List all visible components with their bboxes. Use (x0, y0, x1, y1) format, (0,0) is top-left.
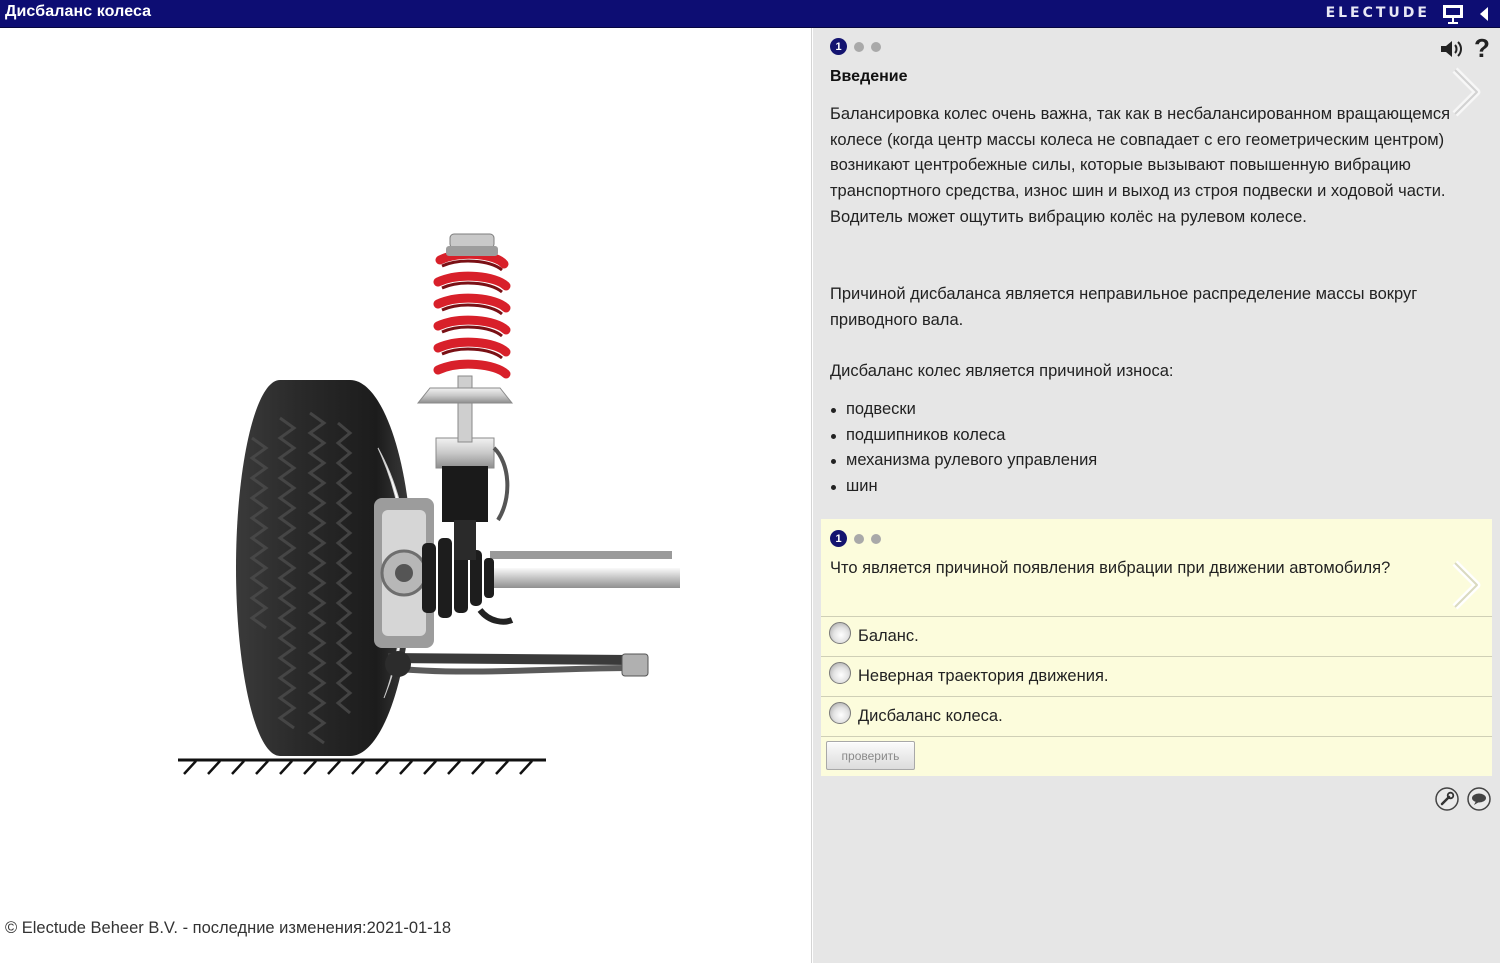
title-bar (0, 0, 1500, 28)
quiz-dot-current[interactable]: 1 (830, 530, 847, 547)
radio-button-icon[interactable] (829, 622, 851, 644)
quiz-next-arrow-icon[interactable] (1445, 557, 1485, 613)
comment-icon[interactable] (1467, 787, 1491, 811)
answer-label: Дисбаланс колеса. (858, 707, 1003, 725)
answer-label: Баланс. (858, 627, 919, 645)
cause-paragraph: Причиной дисбаланса является неправильное распределение массы вокруг приводного вала. (830, 285, 1418, 329)
wear-paragraph: Дисбаланс колес является причиной износа: (830, 362, 1174, 380)
intro-paragraph: Балансировка колес очень важна, так как в несбалансированном вращающемся колесе (когда центр массы колеса не совпадает с его геометрическим центром) возникают центробежные силы, которые вызывают повышенную вибрацию транспортного средства, износ шин и выход из строя подвески и ходовой части. Водитель может ощутить вибрацию колёс на рулевом колесе. (830, 105, 1451, 226)
quiz-panel (821, 519, 1492, 776)
quiz-question: Что является причиной появления вибрации при движении автомобиля? (830, 559, 1391, 577)
divider (821, 736, 1492, 737)
wheel-suspension-illustration (160, 198, 700, 788)
content-pane (813, 28, 1500, 963)
speaker-icon[interactable] (1439, 39, 1463, 59)
radio-button-icon[interactable] (829, 702, 851, 724)
list-item: механизма рулевого управления (830, 448, 1097, 474)
illustration-pane (0, 28, 812, 963)
brand-logo: ELECTUDE (1325, 5, 1430, 21)
quiz-dot[interactable] (871, 534, 881, 544)
answer-option[interactable] (821, 656, 1492, 696)
quiz-dot[interactable] (854, 534, 864, 544)
window-title: Дисбаланс колеса (5, 3, 152, 20)
page-dot[interactable] (871, 42, 881, 52)
list-item: шин (830, 474, 1097, 500)
answer-label: Неверная траектория движения. (858, 667, 1109, 685)
wear-list (830, 397, 1097, 500)
back-arrow-icon[interactable] (1476, 4, 1492, 24)
section-title: Введение (830, 68, 908, 85)
page-dot-current[interactable]: 1 (830, 38, 847, 55)
help-icon[interactable]: ? (1474, 33, 1490, 63)
list-item: подшипников колеса (830, 423, 1097, 449)
check-button[interactable]: проверить (826, 741, 915, 770)
answer-option[interactable] (821, 616, 1492, 656)
quiz-page-indicator (830, 530, 881, 547)
wrench-icon[interactable] (1435, 787, 1459, 811)
copyright-footer: © Electude Beheer B.V. - последние изменения:2021-01-18 (5, 919, 452, 937)
list-item: подвески (830, 397, 1097, 423)
info-page-indicator (830, 38, 881, 55)
page-dot[interactable] (854, 42, 864, 52)
radio-button-icon[interactable] (829, 662, 851, 684)
answer-option[interactable] (821, 696, 1492, 736)
presentation-icon[interactable] (1441, 3, 1465, 25)
